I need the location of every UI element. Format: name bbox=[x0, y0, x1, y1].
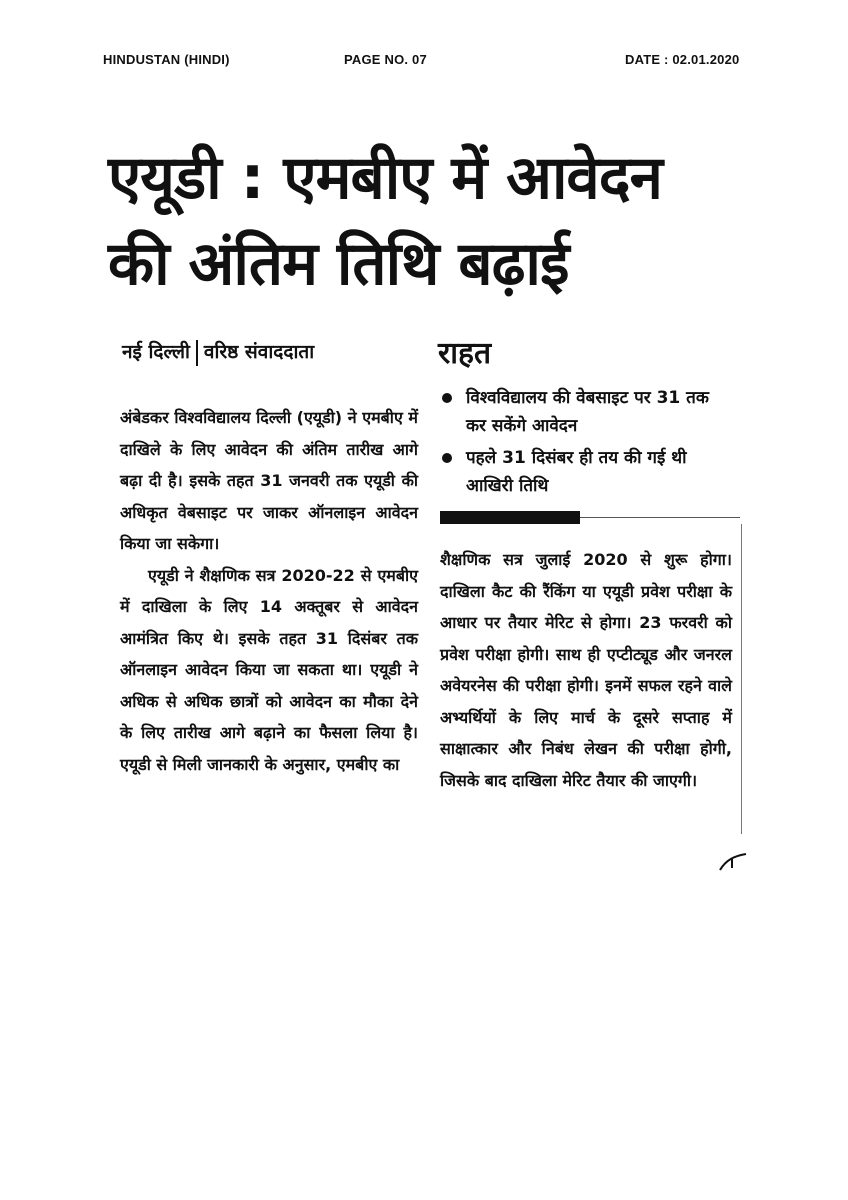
relief-box-title: राहत bbox=[438, 336, 492, 371]
article-paragraph-3: शैक्षणिक सत्र जुलाई 2020 से शुरू होगा। दाखिला कैट की रैंकिंग या एयूडी प्रवेश परीक्षा के आधार पर तैयार मेरिट से होगा। 23 फरवरी को प्रवेश परीक्षा होगी। साथ ही एप्टीट्यूड और जनरल अवेयरनेस की परीक्षा होगी। इनमें सफल रहने वाले अभ्यर्थियों के लिए मार्च के दूसरे सप्ताह में साक्षात्कार और निबंध लेखन की परीक्षा होगी, जिसके बाद दाखिला मेरिट तैयार की जाएगी। bbox=[440, 550, 732, 790]
relief-point-text: पहले 31 दिसंबर ही तय की गई थी आखिरी तिथि bbox=[466, 448, 687, 496]
article-paragraph-2: एयूडी ने शैक्षणिक सत्र 2020-22 से एमबीए में दाखिला के लिए 14 अक्तूबर से आवेदन आमंत्रित किए थे। इसके तहत 31 दिसंबर तक ऑनलाइन आवेदन किया जा सकता था। एयूडी ने अधिक से अधिक छात्रों को आवेदन का मौका देने के लिए तारीख आगे बढ़ाने का फैसला लिया है। एयूडी से मिली जानकारी के अनुसार, एमबीए का bbox=[120, 565, 418, 774]
newspaper-name: HINDUSTAN (HINDI) bbox=[103, 52, 230, 67]
publication-date: DATE : 02.01.2020 bbox=[625, 52, 740, 67]
byline bbox=[122, 338, 314, 366]
column-rule bbox=[741, 524, 742, 834]
bullet-icon bbox=[442, 393, 452, 403]
headline-line-2: की अंतिम तिथि बढ़ाई bbox=[108, 229, 569, 299]
relief-box-list bbox=[440, 384, 730, 504]
relief-point bbox=[440, 384, 730, 440]
article-right-column bbox=[440, 544, 732, 796]
article-paragraph-1: अंबेडकर विश्वविद्यालय दिल्ली (एयूडी) ने एमबीए में दाखिले के लिए आवेदन की अंतिम तारीख आगे बढ़ा दी है। इसके तहत 31 जनवरी तक एयूडी की अधिकृत वेबसाइट पर जाकर ऑनलाइन आवेदन किया जा सकेगा। bbox=[120, 408, 418, 553]
page-number: PAGE NO. 07 bbox=[344, 52, 427, 67]
byline-separator bbox=[196, 340, 198, 366]
article-left-column bbox=[120, 402, 418, 780]
byline-place: नई दिल्ली bbox=[122, 341, 190, 363]
headline-line-1: एयूडी : एमबीए में आवेदन bbox=[108, 143, 662, 213]
section-divider-thick bbox=[440, 511, 580, 524]
byline-reporter: वरिष्ठ संवाददाता bbox=[203, 341, 315, 363]
relief-point bbox=[440, 444, 730, 500]
section-divider-thin bbox=[580, 517, 740, 518]
bullet-icon bbox=[442, 453, 452, 463]
relief-point-text: विश्वविद्यालय की वेबसाइट पर 31 तक कर सकेंगे आवेदन bbox=[466, 388, 709, 436]
end-of-article-mark-icon bbox=[718, 846, 748, 872]
